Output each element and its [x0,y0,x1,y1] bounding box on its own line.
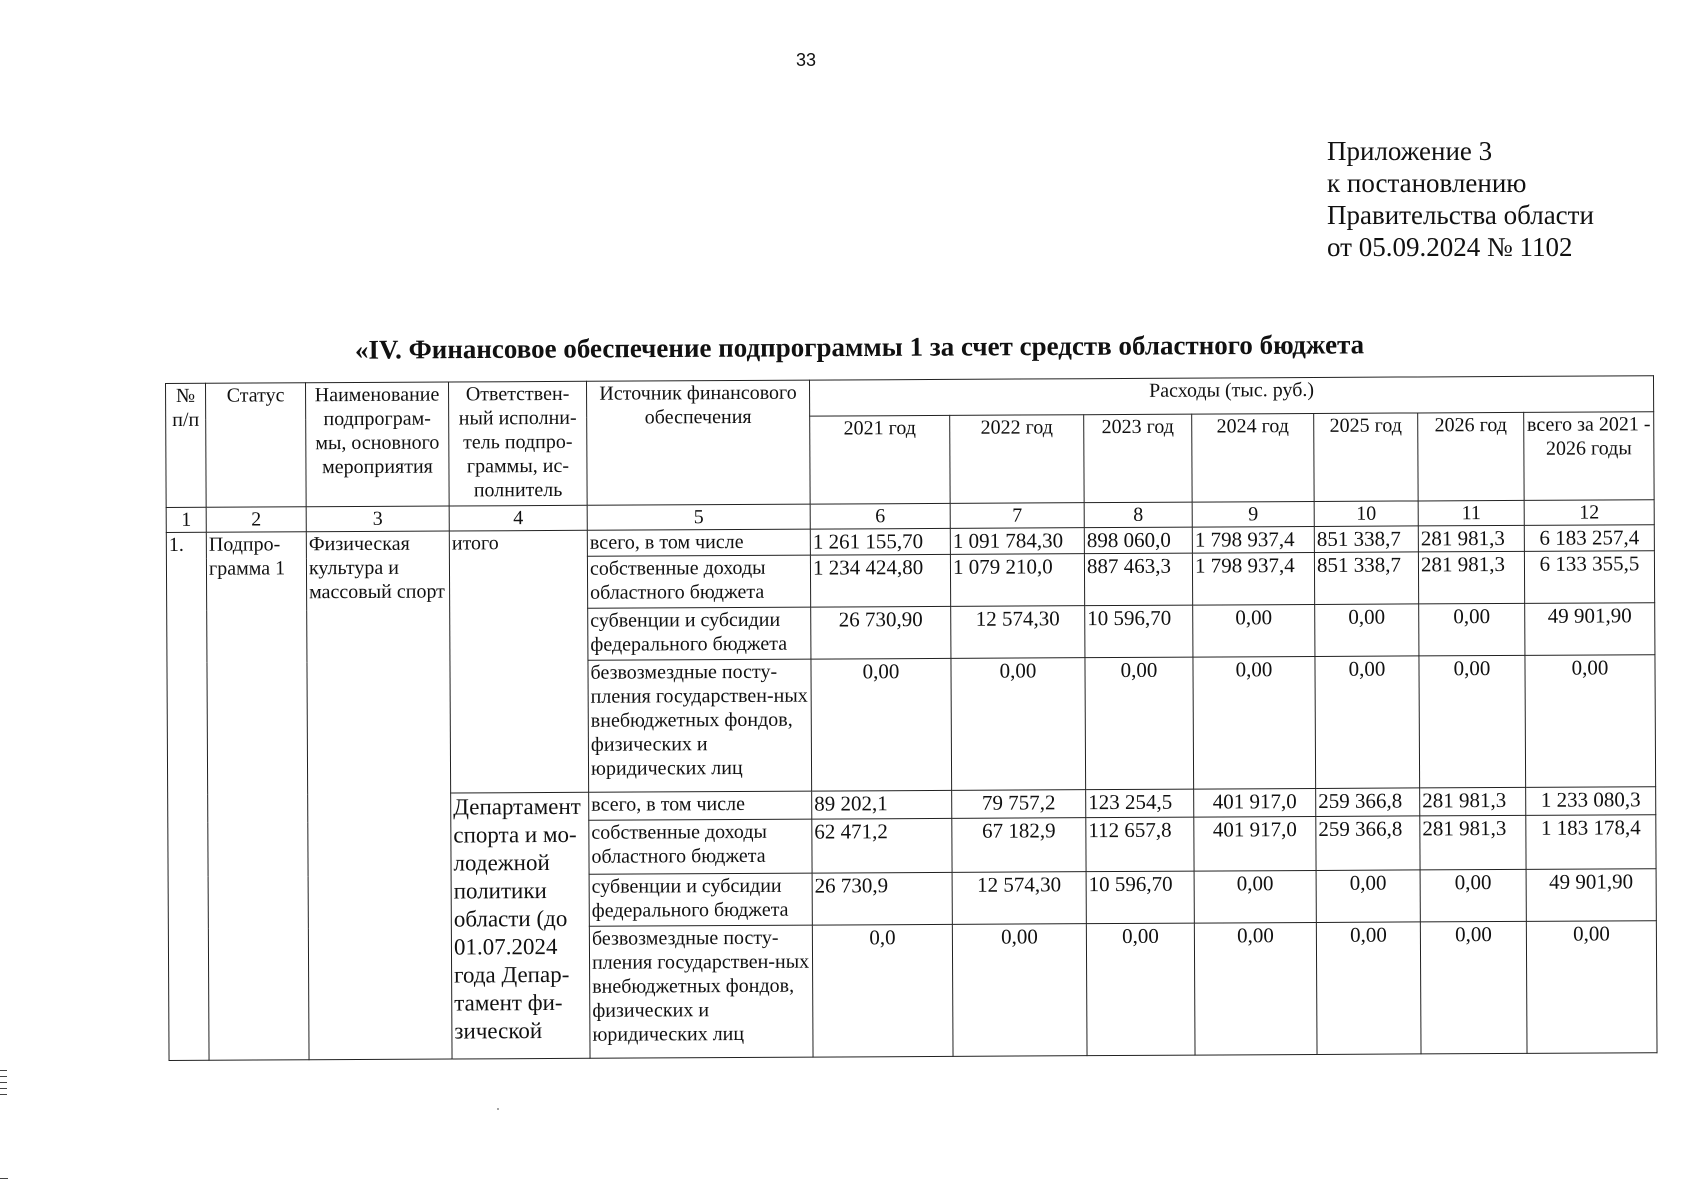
margin-mark [0,1088,7,1089]
header-year: 2023 год [1084,414,1192,503]
header-name: Наименование подпрограм-мы, основного мероприятия [306,382,450,507]
value-cell: 1 079 210,0 [950,554,1084,607]
margin-mark [0,1082,7,1083]
index-cell: 3 [306,506,449,532]
header-year: 2025 год [1314,413,1418,502]
value-cell: 10 596,70 [1086,871,1194,924]
value-cell: 0,00 [1315,604,1419,657]
value-cell: 259 366,8 [1316,816,1420,871]
margin-mark [0,1070,7,1071]
value-cell: 49 901,90 [1526,869,1656,922]
value-cell: 0,00 [1194,922,1317,1055]
index-cell: 7 [950,503,1084,529]
source-cell: субвенции и субсидии федерального бюджета [588,607,811,660]
header-year: 2022 год [950,415,1084,504]
value-cell: 1 261 155,70 [810,528,950,555]
value-cell: 79 757,2 [952,790,1086,819]
value-cell: 0,00 [1420,921,1527,1054]
name-cell: Физическая культура и массовый спорт [306,531,452,1060]
header-year: 2021 год [810,415,950,504]
value-cell: 401 917,0 [1194,788,1316,817]
appendix-line: к постановлению [1327,168,1527,198]
source-cell: субвенции и субсидии федерального бюджета [589,873,812,926]
margin-mark [0,1094,7,1095]
appendix-note [1327,135,1594,263]
header-executor: Ответствен-ный исполни-тель подпро-граммы, ис-полнитель [448,381,587,506]
value-cell: 1 183 178,4 [1526,815,1656,870]
source-cell: собственные доходы областного бюджета [587,555,810,608]
value-cell: 0,0 [812,924,953,1057]
margin-mark [0,1178,8,1179]
value-cell: 10 596,70 [1085,605,1193,658]
source-cell: всего, в том числе [587,529,810,556]
value-cell: 401 917,0 [1194,816,1316,871]
appendix-line: от 05.09.2024 № 1102 [1327,232,1573,262]
index-cell: 6 [810,503,950,529]
value-cell: 1 233 080,3 [1526,787,1656,816]
index-cell: 2 [206,507,306,533]
value-cell: 6 133 355,5 [1524,551,1654,604]
value-cell: 887 463,3 [1084,553,1192,606]
header-source: Источник финансового обеспечения [586,380,810,505]
index-cell: 9 [1192,501,1314,527]
source-cell: безвозмездные посту-пления государствен-ных внебюджетных фондов, физических и юридических лиц [589,925,813,1058]
value-cell: 0,00 [952,924,1087,1057]
value-cell: 0,00 [1193,656,1316,789]
value-cell: 0,00 [1085,657,1194,790]
value-cell: 0,00 [1315,656,1420,789]
appendix-line: Приложение 3 [1327,136,1493,166]
index-cell: 5 [587,504,810,530]
value-cell: 0,00 [1526,921,1657,1054]
index-cell: 1 [166,507,206,532]
header-status: Статус [206,383,307,508]
header-year: 2024 год [1192,413,1314,502]
source-cell: собственные доходы областного бюджета [589,819,812,874]
value-cell: 112 657,8 [1086,817,1194,872]
appendix-line: Правительства области [1327,200,1594,230]
value-cell: 0,00 [1419,655,1526,788]
value-cell: 0,00 [1419,603,1525,656]
value-cell: 123 254,5 [1086,789,1194,818]
value-cell: 89 202,1 [812,790,952,819]
value-cell: 26 730,9 [812,872,952,925]
financing-table [165,375,1658,1061]
index-cell: 8 [1084,502,1192,528]
header-num: № п/п [166,383,207,507]
value-cell: 0,00 [1316,922,1421,1055]
page-number: 33 [796,50,817,70]
value-cell: 1 798 937,4 [1192,552,1314,605]
value-cell: 281 981,3 [1420,815,1526,870]
value-cell: 0,00 [1193,604,1315,657]
index-cell: 10 [1314,501,1418,527]
value-cell: 12 574,30 [952,872,1086,925]
value-cell: 0,00 [1525,655,1656,788]
value-cell: 281 981,3 [1418,525,1524,552]
value-cell: 0,00 [1316,870,1420,923]
source-cell: всего, в том числе [589,791,812,820]
margin-mark [0,1076,7,1077]
executor-department: Департамент спорта и мо-лодежной политики области (до 01.07.2024 года Депар-тамент фи-зической [451,792,590,1059]
value-cell: 1 234 424,80 [810,554,950,607]
executor-total: итого [449,530,588,793]
value-cell: 851 338,7 [1314,552,1418,605]
header-year-total: всего за 2021 - 2026 годы [1524,412,1654,501]
value-cell: 0,00 [1420,869,1526,922]
status-cell: Подпро-грамма 1 [206,532,309,1061]
value-cell: 851 338,7 [1314,526,1418,553]
row-number: 1. [166,532,209,1060]
header-expenses: Расходы (тыс. руб.) [809,376,1653,416]
value-cell: 281 981,3 [1418,551,1524,604]
value-cell: 1 091 784,30 [950,528,1084,555]
value-cell: 62 471,2 [812,818,952,873]
value-cell: 0,00 [951,658,1086,791]
document-title: «IV. Финансовое обеспечение подпрограммы 1 за счет средств областного бюджета [354,329,1365,365]
scan-speck [497,1108,499,1110]
value-cell: 26 730,90 [811,606,951,659]
financing-table-wrapper [165,375,1658,1061]
value-cell: 0,00 [1086,923,1195,1056]
value-cell: 12 574,30 [951,606,1085,659]
value-cell: 898 060,0 [1084,527,1192,554]
index-cell: 12 [1524,500,1654,526]
value-cell: 6 183 257,4 [1524,525,1654,552]
value-cell: 281 981,3 [1420,787,1526,816]
index-cell: 4 [449,505,587,531]
index-cell: 11 [1418,500,1524,526]
value-cell: 0,00 [811,658,952,791]
value-cell: 259 366,8 [1316,788,1420,817]
value-cell: 1 798 937,4 [1192,526,1314,553]
source-cell: безвозмездные посту-пления государствен-ных внебюджетных фондов, физических и юридических лиц [588,659,812,792]
value-cell: 49 901,90 [1525,603,1655,656]
value-cell: 0,00 [1194,870,1316,923]
header-year: 2026 год [1418,412,1524,501]
value-cell: 67 182,9 [952,818,1086,873]
